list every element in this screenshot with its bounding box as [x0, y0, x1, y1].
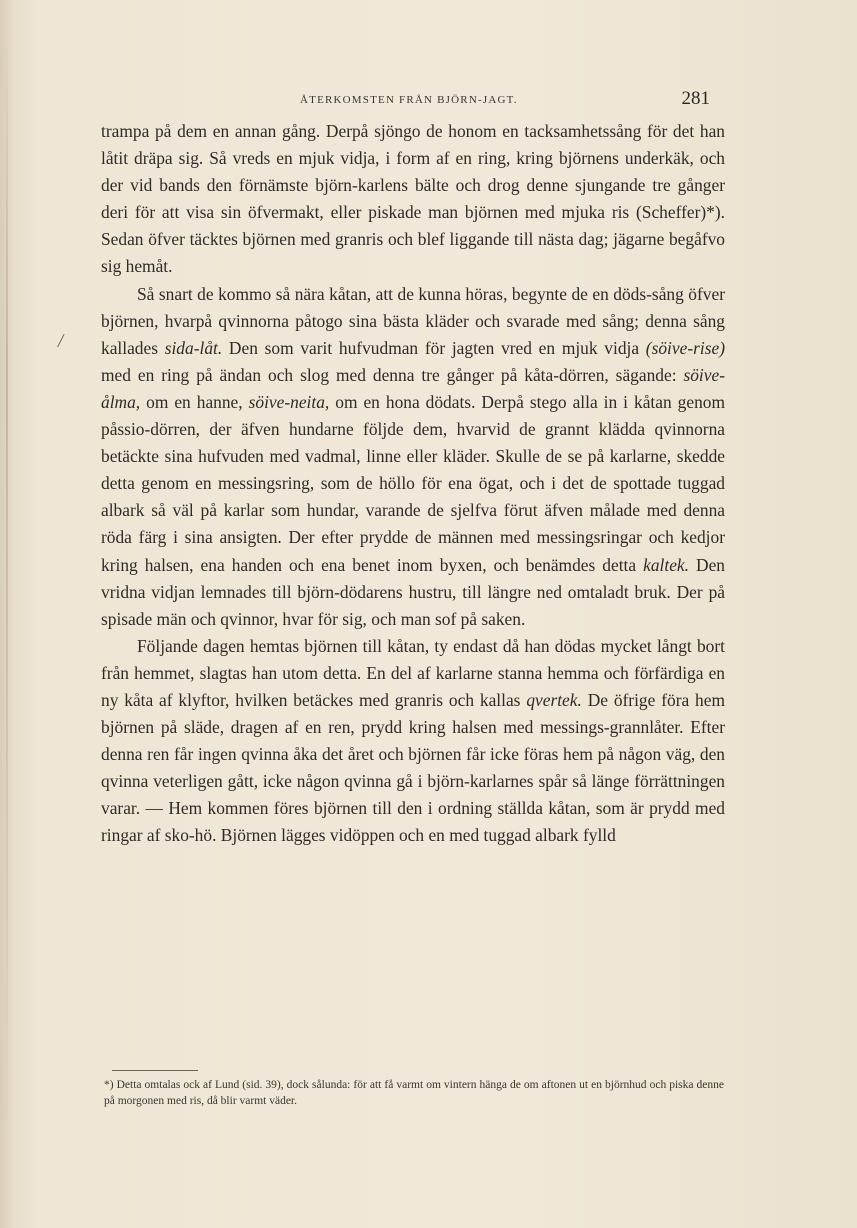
paragraph: [101, 633, 725, 850]
text-run: Den som varit hufvudman för jagten vred en mjuk vidja: [222, 337, 646, 358]
body-text: [101, 118, 725, 850]
italic-term: söive-neita,: [248, 391, 330, 412]
page-header: [100, 88, 720, 114]
paragraph: [101, 118, 725, 281]
footnote: *) Detta omtalas ock af Lund (sid. 39), dock sålunda: för att få varmt om vintern hänga de om aftonen ut en björnhud och piska denne på morgonen med ris, då blir varmt väder.: [104, 1079, 724, 1107]
text-run: Så snart de kommo så nära kåtan, att de kunna höras, begynte de en döds-sång öfver björnen, hvarpå qvinnorna påtogo sina bästa kläder och svarade med sång; denna sång kallades: [101, 283, 725, 358]
text-run: trampa på dem en annan gång. Derpå sjöngo de honom en tacksamhetssång för det han låtit dräpa sig. Så vreds en mjuk vidja, i form af en ring, kring björnens underkäk, och der vid bands den förnämste björn-karlens bälte och drog denne sjungande tre gånger deri för att visa sin öfvermakt, eller piskade man björnen med mjuka ris (Scheffer)*). Sedan öfver täcktes björnen med granris och blef liggande till nästa dag; jägarne begåfvo sig hemåt.: [101, 121, 725, 277]
italic-term: sida-låt.: [164, 337, 223, 358]
margin-pencil-mark: /: [56, 329, 66, 353]
text-run: om en hanne,: [140, 391, 249, 412]
page-number: 281: [681, 88, 710, 109]
text-run: med en ring på ändan och slog med denna tre gånger på kåta-dörren, sägande:: [101, 364, 684, 385]
page-edge-shadow: [6, 40, 8, 1140]
italic-term: qvertek.: [526, 689, 582, 710]
footnote-rule: [112, 1070, 198, 1071]
italic-term: (söive-rise): [645, 337, 725, 358]
text-run: De öfrige föra hem björnen på släde, dragen af en ren, prydd kring halsen med messings-grannlåter. Efter denna ren får ingen qvinna åka det året och björnen får icke föras hem på någon väg, den qvinna veterligen gått, icke någon qvinna gå i björn-karlarnes spår så länge förrättningen varar. — Hem kommen föres björnen till den i ordning ställda kåtan, som är prydd med ringar af sko-hö. Björnen lägges vidöppen och en med tuggad albark fylld: [101, 689, 725, 846]
paragraph: [101, 281, 725, 633]
text-run: Följande dagen hemtas björnen till kåtan, ty endast då han dödas mycket långt bort från hemmet, slagtas han utom detta. En del af karlarne stanna hemma och förfärdiga en ny kåta af klyftor, hvilken betäckes med granris och kallas: [101, 635, 725, 710]
italic-term: söive-ålma,: [101, 364, 725, 412]
text-run: om en hona dödats. Derpå stego alla in i kåtan genom påssio-dörren, der äfven hundarne följde dem, hvarvid de grannt klädda qvinnorna betäckte sina hufvuden med vadmal, linne eller kläder. Skulle de se på karlarne, skedde detta genom en messingsring, som de höllo för ena ögat, och i det de spottade tuggad albark så väl på karlar som hundar, varande de sjelfva förut äfven målade med denna röda färg i sina ansigten. Der efter prydde de männen med messingsringar och kedjor kring halsen, ena handen och ena benet inom byxen, och benämdes detta: [101, 391, 725, 575]
running-head: ÅTERKOMSTEN FRÅN BJÖRN-JAGT.: [300, 94, 518, 106]
text-run: Den vridna vidjan lemnades till björn-dödarens hustru, till längre ned omtaladt bruk. Der på spisade män och qvinnor, hvar för sig, och man sof på saken.: [101, 554, 726, 629]
italic-term: kaltek.: [643, 554, 689, 575]
